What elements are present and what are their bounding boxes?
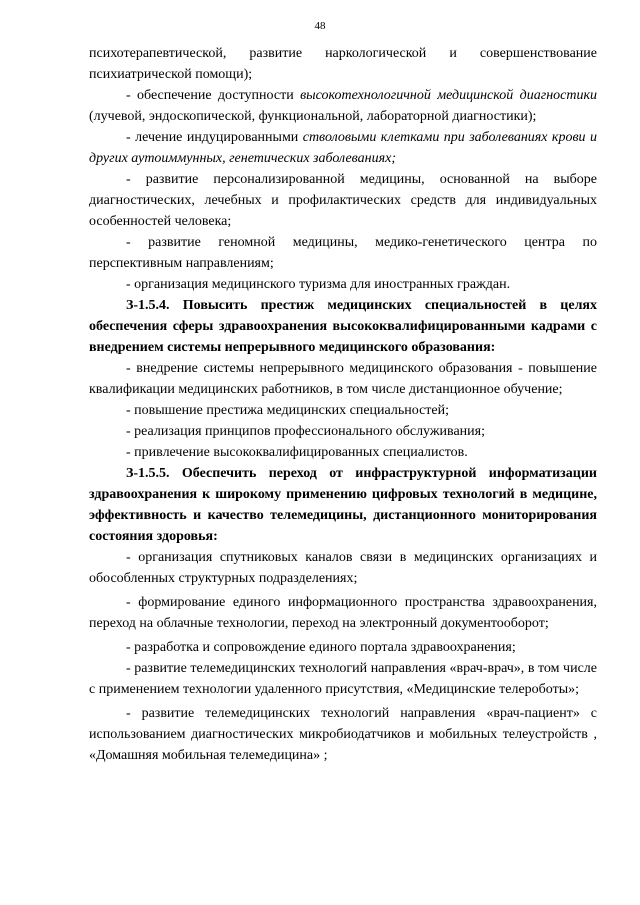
section-heading-1-5-4: З-1.5.4. Повысить престиж медицинских специальностей в целях обеспечения сферы здравоохранения высококвалифицированными кадрами с внедрением системы непрерывного медицинского образования: <box>89 298 597 355</box>
paragraph-8: - повышение престижа медицинских специальностей; <box>126 403 449 418</box>
paragraph-3 <box>89 127 597 169</box>
paragraph-3-lead: - лечение индуцированными <box>126 130 303 145</box>
paragraph-9: - реализация принципов профессионального обслуживания; <box>126 424 485 439</box>
paragraph-12: - формирование единого информационного пространства здравоохранения, переход на облачные технологии, переход на электронный документооборот; <box>89 595 597 631</box>
page-number: 48 <box>314 20 326 32</box>
paragraph-2-tail: (лучевой, эндоскопической, функциональной, лабораторной диагностики); <box>89 109 537 124</box>
section-heading-1-5-5: З-1.5.5. Обеспечить переход от инфраструктурной информатизации здравоохранения к широкому применению цифровых технологий в медицине, эффективность и качество телемедицины, дистанционного мониторирования состояния здоровья: <box>89 466 597 544</box>
paragraph-13: - разработка и сопровождение единого портала здравоохранения; <box>126 640 516 655</box>
paragraph-1: психотерапевтической, развитие наркологической и совершенствование психиатрической помощи); <box>89 46 597 82</box>
paragraph-14: - развитие телемедицинских технологий направления «врач-врач», в том числе с применением технологии удаленного присутствия, «Медицинские телероботы»; <box>89 661 597 697</box>
paragraph-11: - организация спутниковых каналов связи в медицинских организациях и обособленных структурных подразделениях; <box>89 550 597 586</box>
paragraph-5: - развитие геномной медицины, медико-генетического центра по перспективным направлениям; <box>89 235 597 271</box>
paragraph-10: - привлечение высококвалифицированных специалистов. <box>126 445 468 460</box>
paragraph-7: - внедрение системы непрерывного медицинского образования - повышение квалификации медицинских работников, в том числе дистанционное обучение; <box>89 361 597 397</box>
document-body <box>89 43 597 766</box>
paragraph-2-lead: - обеспечение доступности <box>126 88 301 103</box>
paragraph-6: - организация медицинского туризма для иностранных граждан. <box>126 277 511 292</box>
paragraph-4: - развитие персонализированной медицины, основанной на выборе диагностических, лечебных и профилактических средств для индивидуальных особенностей человека; <box>89 172 597 229</box>
paragraph-15: - развитие телемедицинских технологий направления «врач-пациент» с использованием диагностических микробиодатчиков и мобильных телеустройств , «Домашняя мобильная телемедицина» ; <box>89 706 597 763</box>
paragraph-3-emphasis: стволовыми клетками при заболеваниях крови и других аутоиммунных, генетических заболеваниях; <box>89 130 597 166</box>
paragraph-2 <box>89 85 597 127</box>
paragraph-2-emphasis: высокотехнологичной медицинской диагностики <box>300 88 598 103</box>
